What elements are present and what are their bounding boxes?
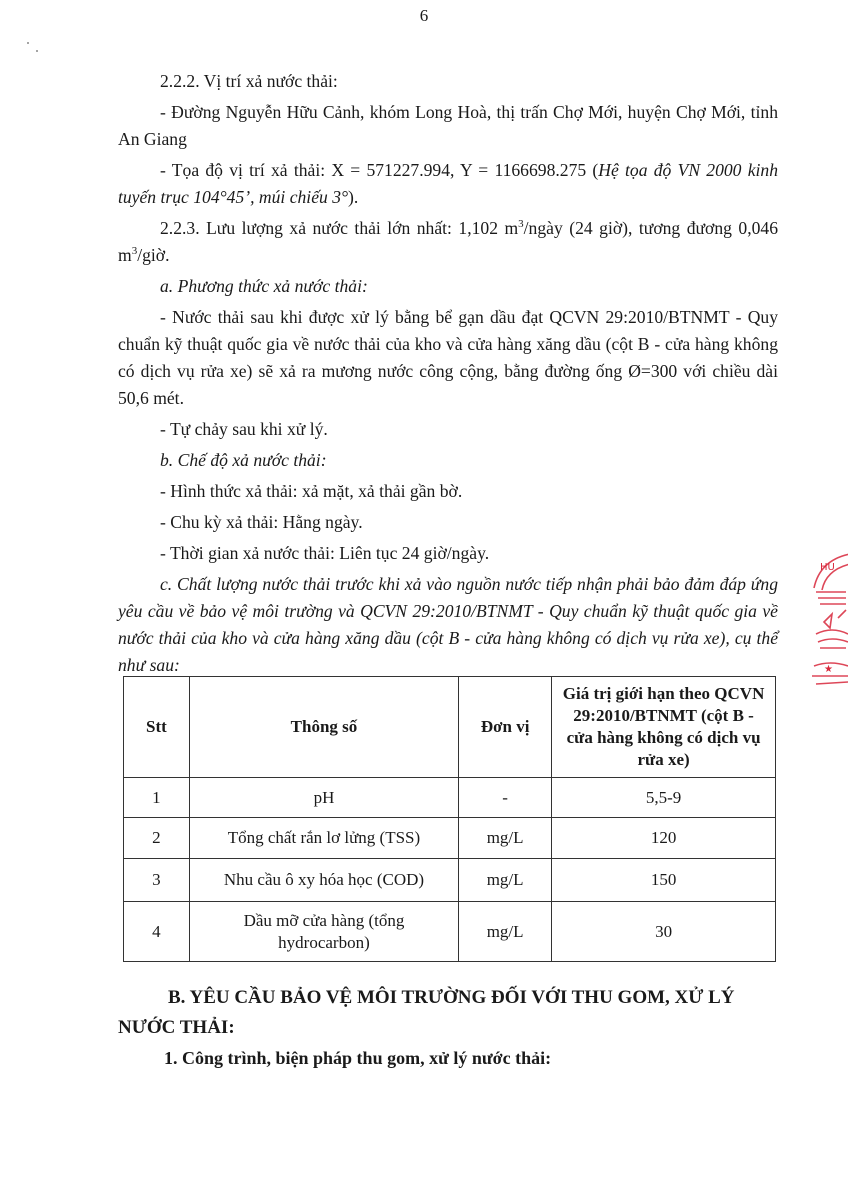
- coordinates-close: ).: [348, 187, 359, 207]
- discharge-coordinates: [118, 157, 778, 211]
- cell-limit: 30: [552, 902, 776, 962]
- discharge-cycle: - Chu kỳ xả thải: Hằng ngày.: [160, 512, 363, 532]
- red-seal-fragment: [810, 548, 848, 698]
- header-stt: Stt: [124, 677, 190, 778]
- header-limit-value: Giá trị giới hạn theo QCVN 29:2010/BTNMT (cột B - cửa hàng không có dịch vụ rửa xe): [552, 677, 776, 778]
- coordinates-values: - Tọa độ vị trí xả thải: X = 571227.994, Y = 1166698.275 (: [160, 160, 599, 180]
- cell-stt: 1: [124, 778, 190, 818]
- discharge-method-detail: - Nước thải sau khi được xử lý bằng bể gạn dầu đạt QCVN 29:2010/BTNMT - Quy chuẩn kỹ thuật quốc gia về nước thải của kho và cửa hàng xăng dầu (cột B - cửa hàng không có dịch vụ rửa xe) sẽ xả ra mương nước công cộng, bằng đường ống Ø=300 với chiều dài 50,6 mét.: [118, 307, 778, 408]
- document-body: [118, 68, 778, 683]
- flow-sup-1: 3: [518, 218, 524, 231]
- flow-text-2: /ngày (24 giờ), tương đương 0,046 m: [118, 218, 778, 265]
- header-unit: Đơn vị: [459, 677, 552, 778]
- cell-parameter: Dầu mỡ cửa hàng (tổng hydrocarbon): [189, 902, 458, 962]
- table-row: [124, 818, 776, 859]
- cell-unit: -: [459, 778, 552, 818]
- seal-text: HU: [820, 562, 835, 573]
- cell-limit: 150: [552, 859, 776, 902]
- table-row: [124, 778, 776, 818]
- cell-parameter: Tổng chất rắn lơ lửng (TSS): [189, 818, 458, 859]
- section-b-heading: B. YÊU CẦU BẢO VỆ MÔI TRƯỜNG ĐỐI VỚI THU GOM, XỬ LÝ NƯỚC THẢI:: [118, 987, 735, 1038]
- scan-speck: [36, 50, 38, 52]
- flow-text-3: /giờ.: [137, 245, 170, 265]
- subsection-1-heading: 1. Công trình, biện pháp thu gom, xử lý nước thải:: [164, 1048, 552, 1068]
- table-header-row: [124, 677, 776, 778]
- seal-graphic: [810, 548, 848, 698]
- discharge-limits-table: [123, 676, 776, 962]
- cell-unit: mg/L: [459, 859, 552, 902]
- scan-speck: [27, 42, 29, 44]
- table-row: [124, 859, 776, 902]
- page-number: 6: [419, 6, 429, 25]
- cell-stt: 2: [124, 818, 190, 859]
- cell-unit: mg/L: [459, 818, 552, 859]
- table-row: [124, 902, 776, 962]
- discharge-regime-heading: b. Chế độ xả nước thải:: [160, 450, 327, 470]
- cell-parameter: pH: [189, 778, 458, 818]
- discharge-location-address: - Đường Nguyễn Hữu Cảnh, khóm Long Hoà, thị trấn Chợ Mới, huyện Chợ Mới, tỉnh An Giang: [118, 102, 778, 149]
- cell-limit: 5,5-9: [552, 778, 776, 818]
- discharge-time: - Thời gian xả nước thải: Liên tục 24 giờ/ngày.: [160, 543, 490, 563]
- discharge-method-heading: a. Phương thức xả nước thải:: [160, 276, 368, 296]
- discharge-form: - Hình thức xả thải: xả mặt, xả thải gần bờ.: [160, 481, 463, 501]
- coordinate-system-note: Hệ tọa độ VN 2000 kinh tuyến trục 104°45’, múi chiếu 3°: [118, 160, 779, 207]
- header-parameter: Thông số: [189, 677, 458, 778]
- cell-stt: 4: [124, 902, 190, 962]
- flow-text-1: 2.2.3. Lưu lượng xả nước thải lớn nhất: 1,102 m: [160, 218, 519, 238]
- seal-star-icon: ★: [824, 664, 833, 675]
- item-2-2-3-max-flow: [118, 215, 778, 269]
- cell-stt: 3: [124, 859, 190, 902]
- flow-sup-2: 3: [131, 245, 138, 258]
- item-2-2-2-heading: 2.2.2. Vị trí xả nước thải:: [160, 71, 338, 91]
- cell-parameter: Nhu cầu ô xy hóa học (COD): [189, 859, 458, 902]
- cell-unit: mg/L: [459, 902, 552, 962]
- cell-limit: 120: [552, 818, 776, 859]
- gravity-flow-note: - Tự chảy sau khi xử lý.: [160, 419, 328, 439]
- water-quality-requirement: c. Chất lượng nước thải trước khi xả vào nguồn nước tiếp nhận phải bảo đảm đáp ứng yêu cầu về bảo vệ môi trường và QCVN 29:2010/BTNMT - Quy chuẩn kỹ thuật quốc gia về nước thải của kho và cửa hàng xăng dầu (cột B - cửa hàng không có dịch vụ rửa xe), cụ thể như sau:: [118, 574, 778, 675]
